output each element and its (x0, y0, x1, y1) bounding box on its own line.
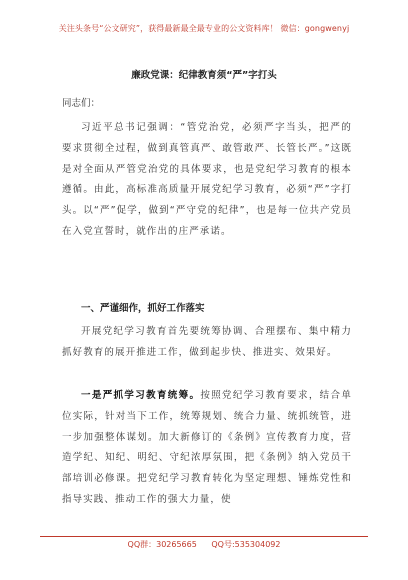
paragraph-item-1-lead: 一是严抓学习教育统筹。 (81, 390, 201, 401)
paragraph-item-1-body: 按照党纪学习教育要求，结合单位实际，针对当下工作，统筹规划、统合力量、统抓统管，进一步加强整体谋划。加大新修订的《条例》宣传教育力度，营造学纪、知纪、明纪、守纪浓厚氛围，把《条例》纳入党员干部培训必修课。把党纪学习教育转化为坚定理想、锤炼党性和指导实践、推动工作的强大力量，使 (62, 390, 352, 505)
section-heading-1: 一、严谨细作，抓好工作落实 (81, 303, 205, 314)
paragraph-item-1 (62, 386, 352, 511)
footer (0, 539, 408, 550)
document-title: 廉政党课：纪律教育须“严”字打头 (131, 70, 277, 81)
salutation: 同志们： (62, 98, 101, 109)
paragraph-intro: 习近平总书记强调：“管党治党，必须严字当头，把严的要求贯彻全过程，做到真管真严、敢管敢严、长管长严。”这既是对全面从严管党治党的具体要求，也是党纪学习教育的根本遵循。由此，高标准高质量开展党纪学习教育，必须“严”字打头。以“严”促学，做到“严守党的纪律”，也是每一位共产党员在入党宣誓时，就作出的庄严承诺。 (62, 122, 352, 237)
paragraph-section1: 开展党纪学习教育首先要统筹协调、合理摆布、集中精力抓好教育的展开推进工作，做到起步快、推进实、效果好。 (62, 326, 352, 358)
header-banner: 关注头条号“公文研究”，获得最新最全最专业的公文资料库！ 微信：gongwenyj (58, 24, 350, 33)
footer-divider (40, 536, 368, 537)
footer-qq-number: QQ号:535304092 (211, 540, 281, 549)
footer-qq-group: QQ群：30265665 (127, 540, 197, 549)
